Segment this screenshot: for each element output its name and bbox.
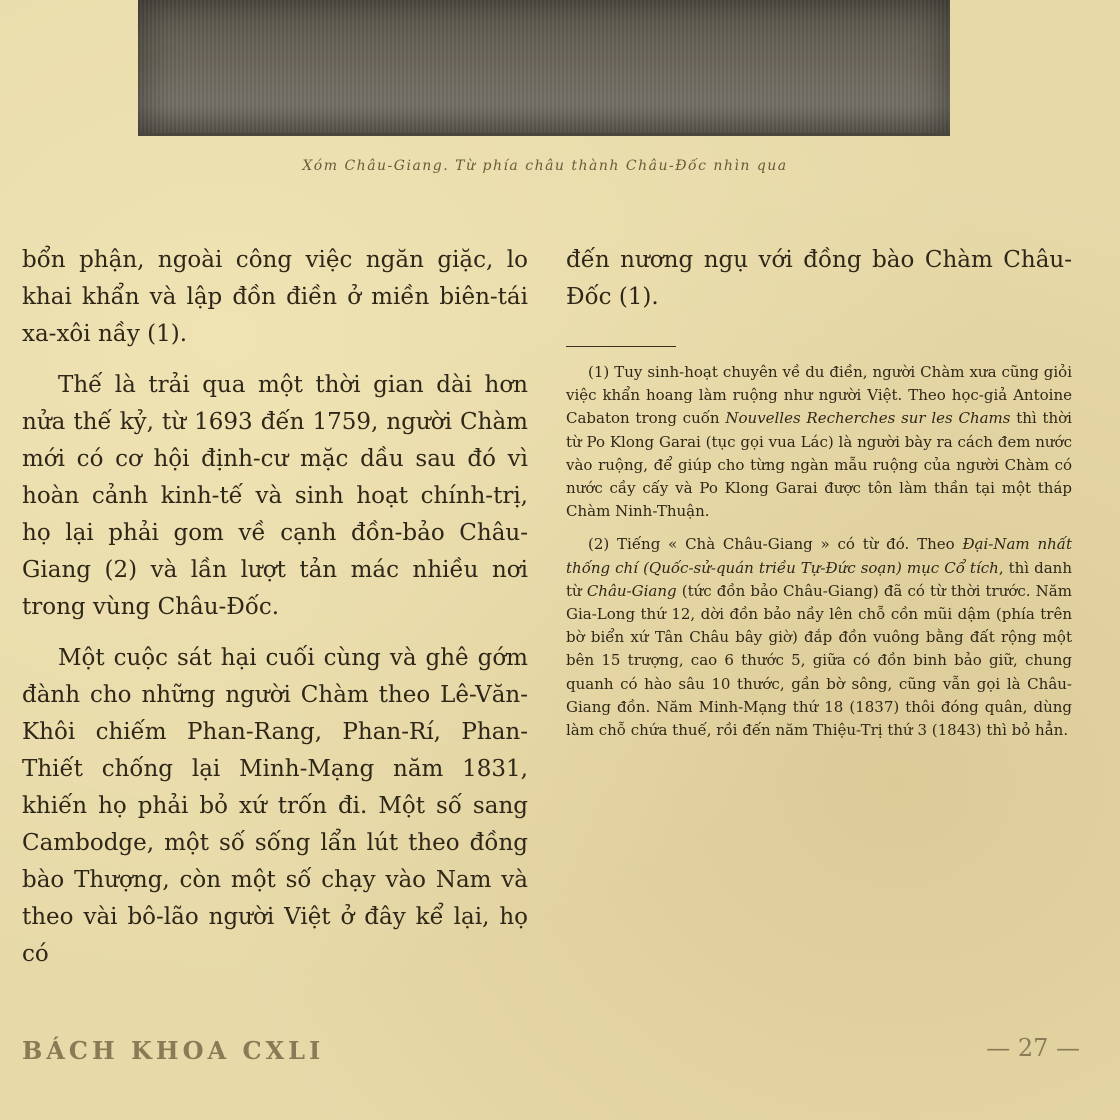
footnote-2-section: Cổ tích (944, 558, 999, 577)
left-column (22, 242, 528, 973)
footnote-2-rest: (tức đồn bảo Châu-Giang) đã có từ thời trước. Năm Gia-Long thứ 12, dời đồn bảo nầy lên chỗ cồn mũi dậm (phía trên bờ biển xứ Tân Châu bây giờ) đắp đồn vuông bằng đất rộng một bên 15 trượng, cao 6 thước 5, giữa có đồn binh bảo giữ, chung quanh có hào sâu 10 thước, gần bờ sông, cũng vẫn gọi là Châu-Giang đồn. Năm Minh-Mạng thứ 18 (1837) thôi đóng quân, dùng làm chỗ chứa thuế, rồi đến năm Thiệu-Trị thứ 3 (1843) thì bỏ hẳn. (566, 581, 1072, 740)
left-paragraph: bổn phận, ngoài công việc ngăn giặc, lo khai khẩn và lập đồn điền ở miền biên-tái xa-xôi nầy (1). (22, 247, 528, 347)
left-paragraph: Một cuộc sát hại cuối cùng và ghê gớm đành cho những người Chàm theo Lê-Văn-Khôi chiếm Phan-Rang, Phan-Rí, Phan-Thiết chống lại Minh-Mạng năm 1831, khiến họ phải bỏ xứ trốn đi. Một số sang Cambodge, một số sống lẩn lút theo đồng bào Thượng, còn một số chạy vào Nam và theo vài bô-lão người Việt ở đây kể lại, họ có (22, 645, 528, 967)
footnote-2-text: (2) Tiếng « Chà Châu-Giang » có từ đó. Theo (588, 535, 963, 554)
footnote-2-source: (Quốc-sử-quán triều Tự-Đức soạn) mục (638, 558, 945, 577)
photo-caption: Xóm Châu-Giang. Từ phía châu thành Châu-Đốc nhìn qua (302, 158, 788, 174)
page-number: — 27 — (986, 1034, 1080, 1062)
footnote-2-mid: , thì danh từ (566, 558, 1072, 600)
publication-name: BÁCH KHOA CXLI (22, 1036, 325, 1065)
footnote-1-rest: thì thời từ Po Klong Garai (tục gọi vua Lác) là người bày ra cách đem nước vào ruộng, để giúp cho từng ngàn mẫu ruộng của người Chàm có nước cầy cấy và Po Klong Garai được tôn làm thần tại một tháp Chàm Ninh-Thuận. (566, 409, 1072, 521)
left-paragraph: Thế là trải qua một thời gian dài hơn nửa thế kỷ, từ 1693 đến 1759, người Chàm mới có cơ hội định-cư mặc dầu sau đó vì hoàn cảnh kinh-tế và sinh hoạt chính-trị, họ lại phải gom về cạnh đồn-bảo Châu-Giang (2) và lần lượt tản mác nhiều nơi trong vùng Châu-Đốc. (22, 372, 528, 620)
footnote-1 (566, 361, 1072, 523)
footnote-2 (566, 533, 1072, 742)
right-continuation: đến nương ngụ với đồng bào Chàm Châu-Đốc (1). (566, 247, 1072, 310)
halftone-photo (138, 0, 950, 136)
footnote-1-text: (1) Tuy sinh-hoạt chuyên về du điền, người Chàm xưa cũng giỏi việc khẩn hoang làm ruộng như người Việt. Theo học-giả Antoine Cabaton trong cuốn (566, 363, 1072, 428)
footnote-2-term: Châu-Giang (586, 581, 677, 600)
footnote-2-book-title: Đại-Nam nhất thống chí (566, 535, 1072, 577)
footnote-rule (566, 346, 676, 347)
footnote-1-book-title: Nouvelles Recherches sur les Chams (725, 409, 1011, 428)
right-column (566, 242, 1072, 742)
